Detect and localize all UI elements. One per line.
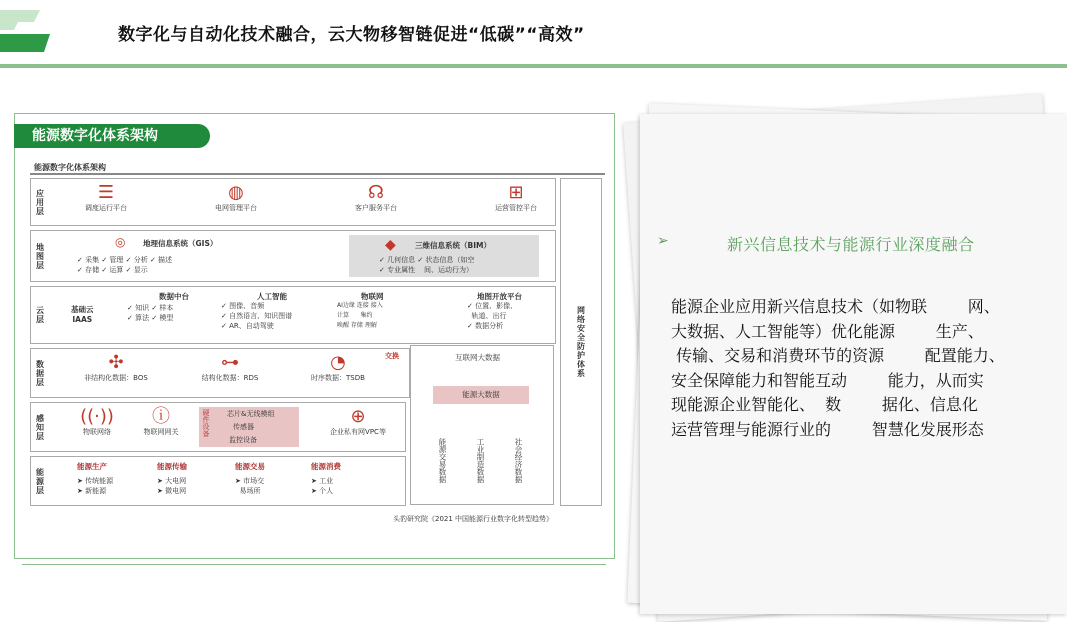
layer-label: 数据层 [35,359,45,387]
security-column [560,178,602,506]
data-structured [185,353,275,383]
map-open-title: 地图开放平台 [477,292,522,301]
org-chart-icon: ⊞ [508,182,524,203]
iaas-label: 基础云 IAAS [71,305,94,324]
data-label: 时序数据：TSDB [311,374,365,382]
energy-big-data: 能源大数据 [433,386,529,404]
energy-transmission [157,461,187,496]
headset-icon: ☊ [368,182,384,203]
hardware-item: 监控设备 [229,436,257,444]
platform-customer [341,183,411,213]
antenna-icon: ((·)) [80,406,114,427]
platform-dispatch [71,183,141,213]
diagram-heading: 能源数字化体系架构 [34,163,106,172]
energy-group-lines: ➤ 市场交 易场所 [235,477,265,495]
layer-data [30,348,410,398]
bim-checks: ✓ 几何信息 ✓ 状态信息（如空 ✓ 专业属性 间、运动行为） [379,256,475,274]
layer-label: 感知层 [35,413,45,441]
sense-label: 物联网络 [83,428,111,436]
energy-production [77,461,113,496]
platform-label: 调度运行平台 [85,204,127,212]
sense-gateway [131,407,191,437]
hierarchy-icon: ⊶ [221,352,239,373]
layer-map [30,230,556,282]
platform-label: 运营管控平台 [495,204,537,212]
energy-group-title: 能源传输 [157,462,187,471]
iot-text: AI边缘 连接 接入 计算 集约 唤醒 存储 理解 [337,302,383,329]
exchange-label: 交换 [385,352,399,360]
layer-label: 能源层 [35,467,45,495]
hardware-item: 芯片&无线模组 [227,410,275,418]
card-subtitle: 新兴信息技术与能源行业深度融合 [727,235,975,254]
hardware-box [199,407,299,447]
hardware-label: 硬件设备 [202,409,210,437]
card-body-text: 能源企业应用新兴信息技术（如物联 网、 大数据、人工智能等）优化能源 生产、 传输、交易和消费环节的资源 配置能力、 安全保障能力和智能互动 能力，从而实 现能源企业智能化、 数 据化、信息化 运营管理与能源行业的 智慧化发展形态 [671,297,1005,439]
logo-icon [0,8,62,52]
sense-iot-network [67,407,127,437]
energy-trade [235,461,265,496]
hardware-item: 传感器 [233,423,254,431]
gis-title: 地理信息系统（GIS） [143,239,218,248]
panel-title: 能源数字化体系架构 [14,124,210,148]
data-timeseries [293,353,383,383]
data-center-title: 数据中台 [159,292,189,301]
internet-big-data: 互联网大数据 [455,353,500,362]
clock-icon: ◔ [330,352,346,373]
bullet-arrow-icon: ➢ [657,233,669,249]
layer-label: 地图层 [35,242,45,270]
platform-grid [201,183,271,213]
bim-box [349,235,539,277]
energy-group-title: 能源生产 [77,462,107,471]
iot-title: 物联网 [361,292,384,301]
header-divider [0,64,1067,68]
column-social: 社会经济数据 [514,438,523,483]
page-title: 数字化与自动化技术融合，云大物移智链促进“低碳”“高效” [118,25,585,45]
data-label: 结构化数据：RDS [201,374,259,382]
energy-consumption [311,461,341,496]
globe-network-icon: ⊕ [350,406,366,427]
platform-operations [481,183,551,213]
big-data-box [410,345,554,505]
column-industry: 工业制造数据 [476,438,485,483]
architecture-diagram [30,160,605,528]
diagram-heading-rule [30,173,605,175]
gis-checks: ✓ 采集 ✓ 管理 ✓ 分析 ✓ 描述 ✓ 存储 ✓ 运算 ✓ 显示 [77,256,173,274]
layer-sense [30,402,406,452]
data-center-checks: ✓ 知识 ✓ 样本 ✓ 算法 ✓ 模型 [127,304,174,322]
layer-cloud [30,286,556,344]
energy-group-lines: ➤ 工业 ➤ 个人 [311,477,334,495]
data-unstructured [71,353,161,383]
source-caption: 头豹研究院《2021 中国能源行业数字化转型趋势》 [393,515,554,523]
ai-checks: ✓ 图像、音频 ✓ 自然语言、知识图谱 ✓ AR、自动驾驶 [221,302,293,330]
gis-icon: ◎ [115,235,126,249]
ai-title: 人工智能 [257,292,287,301]
data-label: 非结构化数据：BOS [84,374,148,382]
layer-energy [30,456,406,506]
map-open-checks: ✓ 位置、影像、 轨道、出行 ✓ 数据分析 [467,302,518,330]
sense-label: 企业私有网VPC等 [330,428,386,436]
energy-group-lines: ➤ 传统能源 ➤ 新能源 [77,477,114,495]
panel-bottom-rule [22,564,606,565]
globe-icon: ◍ [228,182,244,203]
network-icon: ✣ [108,352,124,373]
column-energy-trade: 能源交易数据 [438,438,447,483]
platform-label: 电网管理平台 [215,204,257,212]
layer-application [30,178,556,226]
platform-label: 客户服务平台 [355,204,397,212]
sense-vpc [313,407,403,437]
energy-group-title: 能源消费 [311,462,341,471]
security-label: 网络安全防护体系 [576,306,586,378]
energy-group-lines: ➤ 大电网 ➤ 微电网 [157,477,187,495]
bim-title: 三维信息系统（BIM） [415,241,491,250]
cube-icon: ◆ [385,237,396,253]
energy-group-title: 能源交易 [235,462,265,471]
sense-label: 物联网网关 [143,428,179,436]
gateway-icon: ⓘ [152,406,170,427]
layer-label: 应用层 [35,188,45,216]
layer-label: 云层 [35,306,45,324]
sliders-icon: ☰ [97,182,115,203]
